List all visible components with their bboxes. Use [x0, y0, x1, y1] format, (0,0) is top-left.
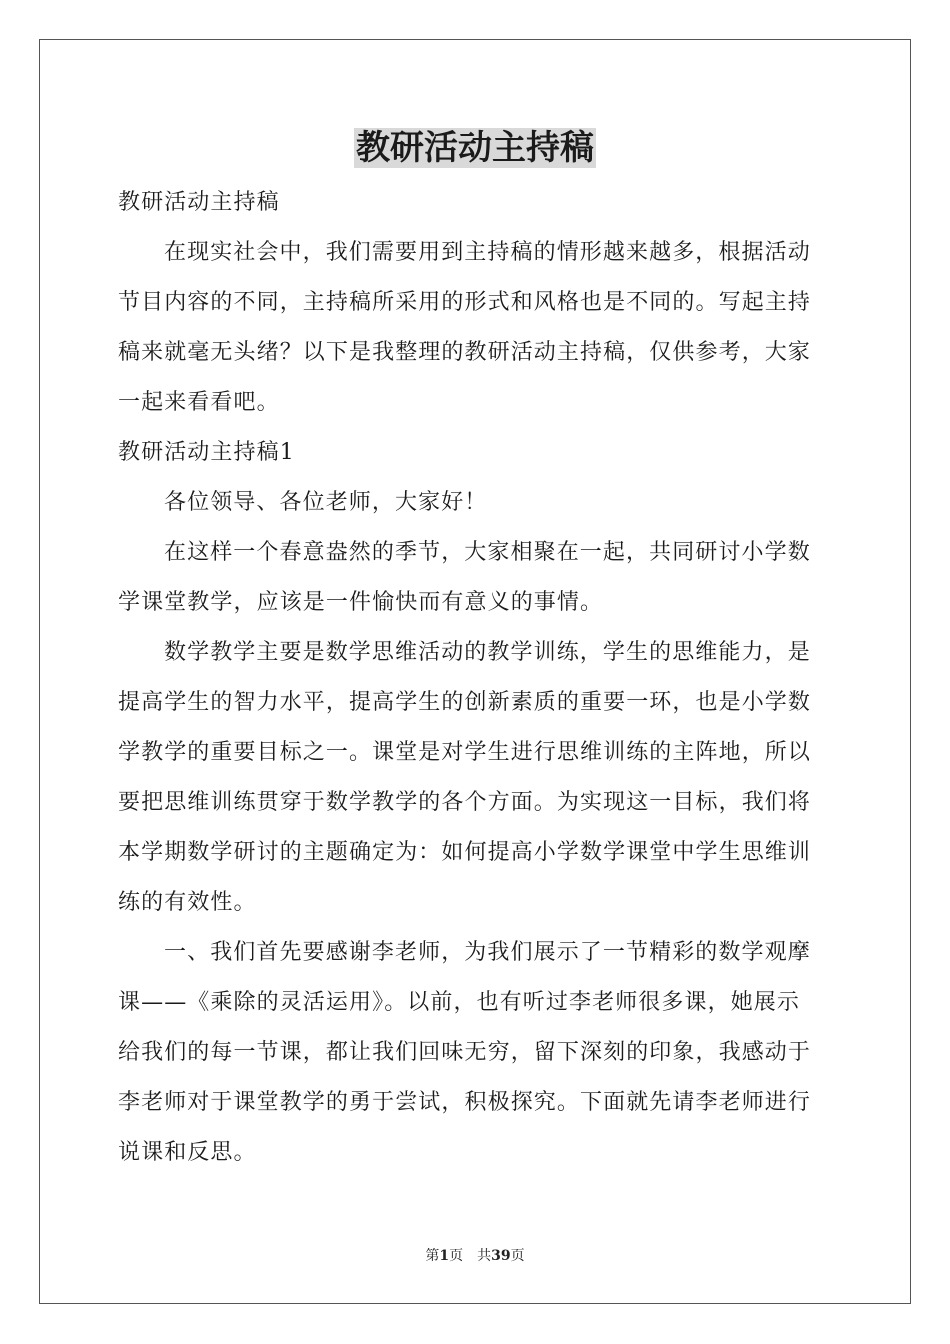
paragraph-line: 给我们的每一节课，都让我们回味无穷，留下深刻的印象，我感动于 [118, 1040, 812, 1065]
paragraph-line: 课——《乘除的灵活运用》。以前，也有听过李老师很多课，她展示 [118, 990, 801, 1015]
paragraph-line: 本学期数学研讨的主题确定为：如何提高小学数学课堂中学生思维训 [118, 840, 812, 865]
paragraph-line: 要把思维训练贯穿于数学教学的各个方面。为实现这一目标，我们将 [118, 790, 812, 815]
paragraph-line: 节目内容的不同，主持稿所采用的形式和风格也是不同的。写起主持 [118, 290, 812, 315]
total-prefix: 共 [477, 1248, 492, 1264]
paragraph-line: 说课和反思。 [118, 1140, 257, 1165]
paragraph-line: 一起来看看吧。 [118, 390, 280, 415]
page-unit: 页 [449, 1248, 464, 1264]
paragraph-line: 学课堂教学，应该是一件愉快而有意义的事情。 [118, 590, 604, 615]
section-heading: 教研活动主持稿1 [118, 440, 295, 465]
paragraph-line: 在现实社会中，我们需要用到主持稿的情形越来越多，根据活动 [164, 240, 811, 265]
subtitle-line: 教研活动主持稿 [118, 190, 280, 215]
paragraph-line: 李老师对于课堂教学的勇于尝试，积极探究。下面就先请李老师进行 [118, 1090, 812, 1115]
paragraph-line: 各位领导、各位老师，大家好！ [164, 490, 488, 515]
total-unit: 页 [510, 1248, 525, 1264]
paragraph-line: 稿来就毫无头绪？以下是我整理的教研活动主持稿，仅供参考，大家 [118, 340, 812, 365]
page-total: 39 [491, 1248, 511, 1264]
document-body [118, 178, 838, 1178]
paragraph-line: 学教学的重要目标之一。课堂是对学生进行思维训练的主阵地，所以 [118, 740, 812, 765]
paragraph-line: 提高学生的智力水平，提高学生的创新素质的重要一环，也是小学数 [118, 690, 812, 715]
paragraph-line: 数学教学主要是数学思维活动的教学训练，学生的思维能力，是 [164, 640, 811, 665]
document-title [0, 124, 950, 172]
paragraph-line: 练的有效性。 [118, 890, 257, 915]
paragraph-line: 在这样一个春意盎然的季节，大家相聚在一起，共同研讨小学数 [164, 540, 811, 565]
paragraph-line: 一、我们首先要感谢李老师，为我们展示了一节精彩的数学观摩 [164, 940, 811, 965]
page-footer [0, 1246, 950, 1266]
document-title-text: 教研活动主持稿 [356, 128, 594, 168]
page-prefix: 第 [425, 1248, 440, 1264]
page-current: 1 [439, 1248, 450, 1264]
